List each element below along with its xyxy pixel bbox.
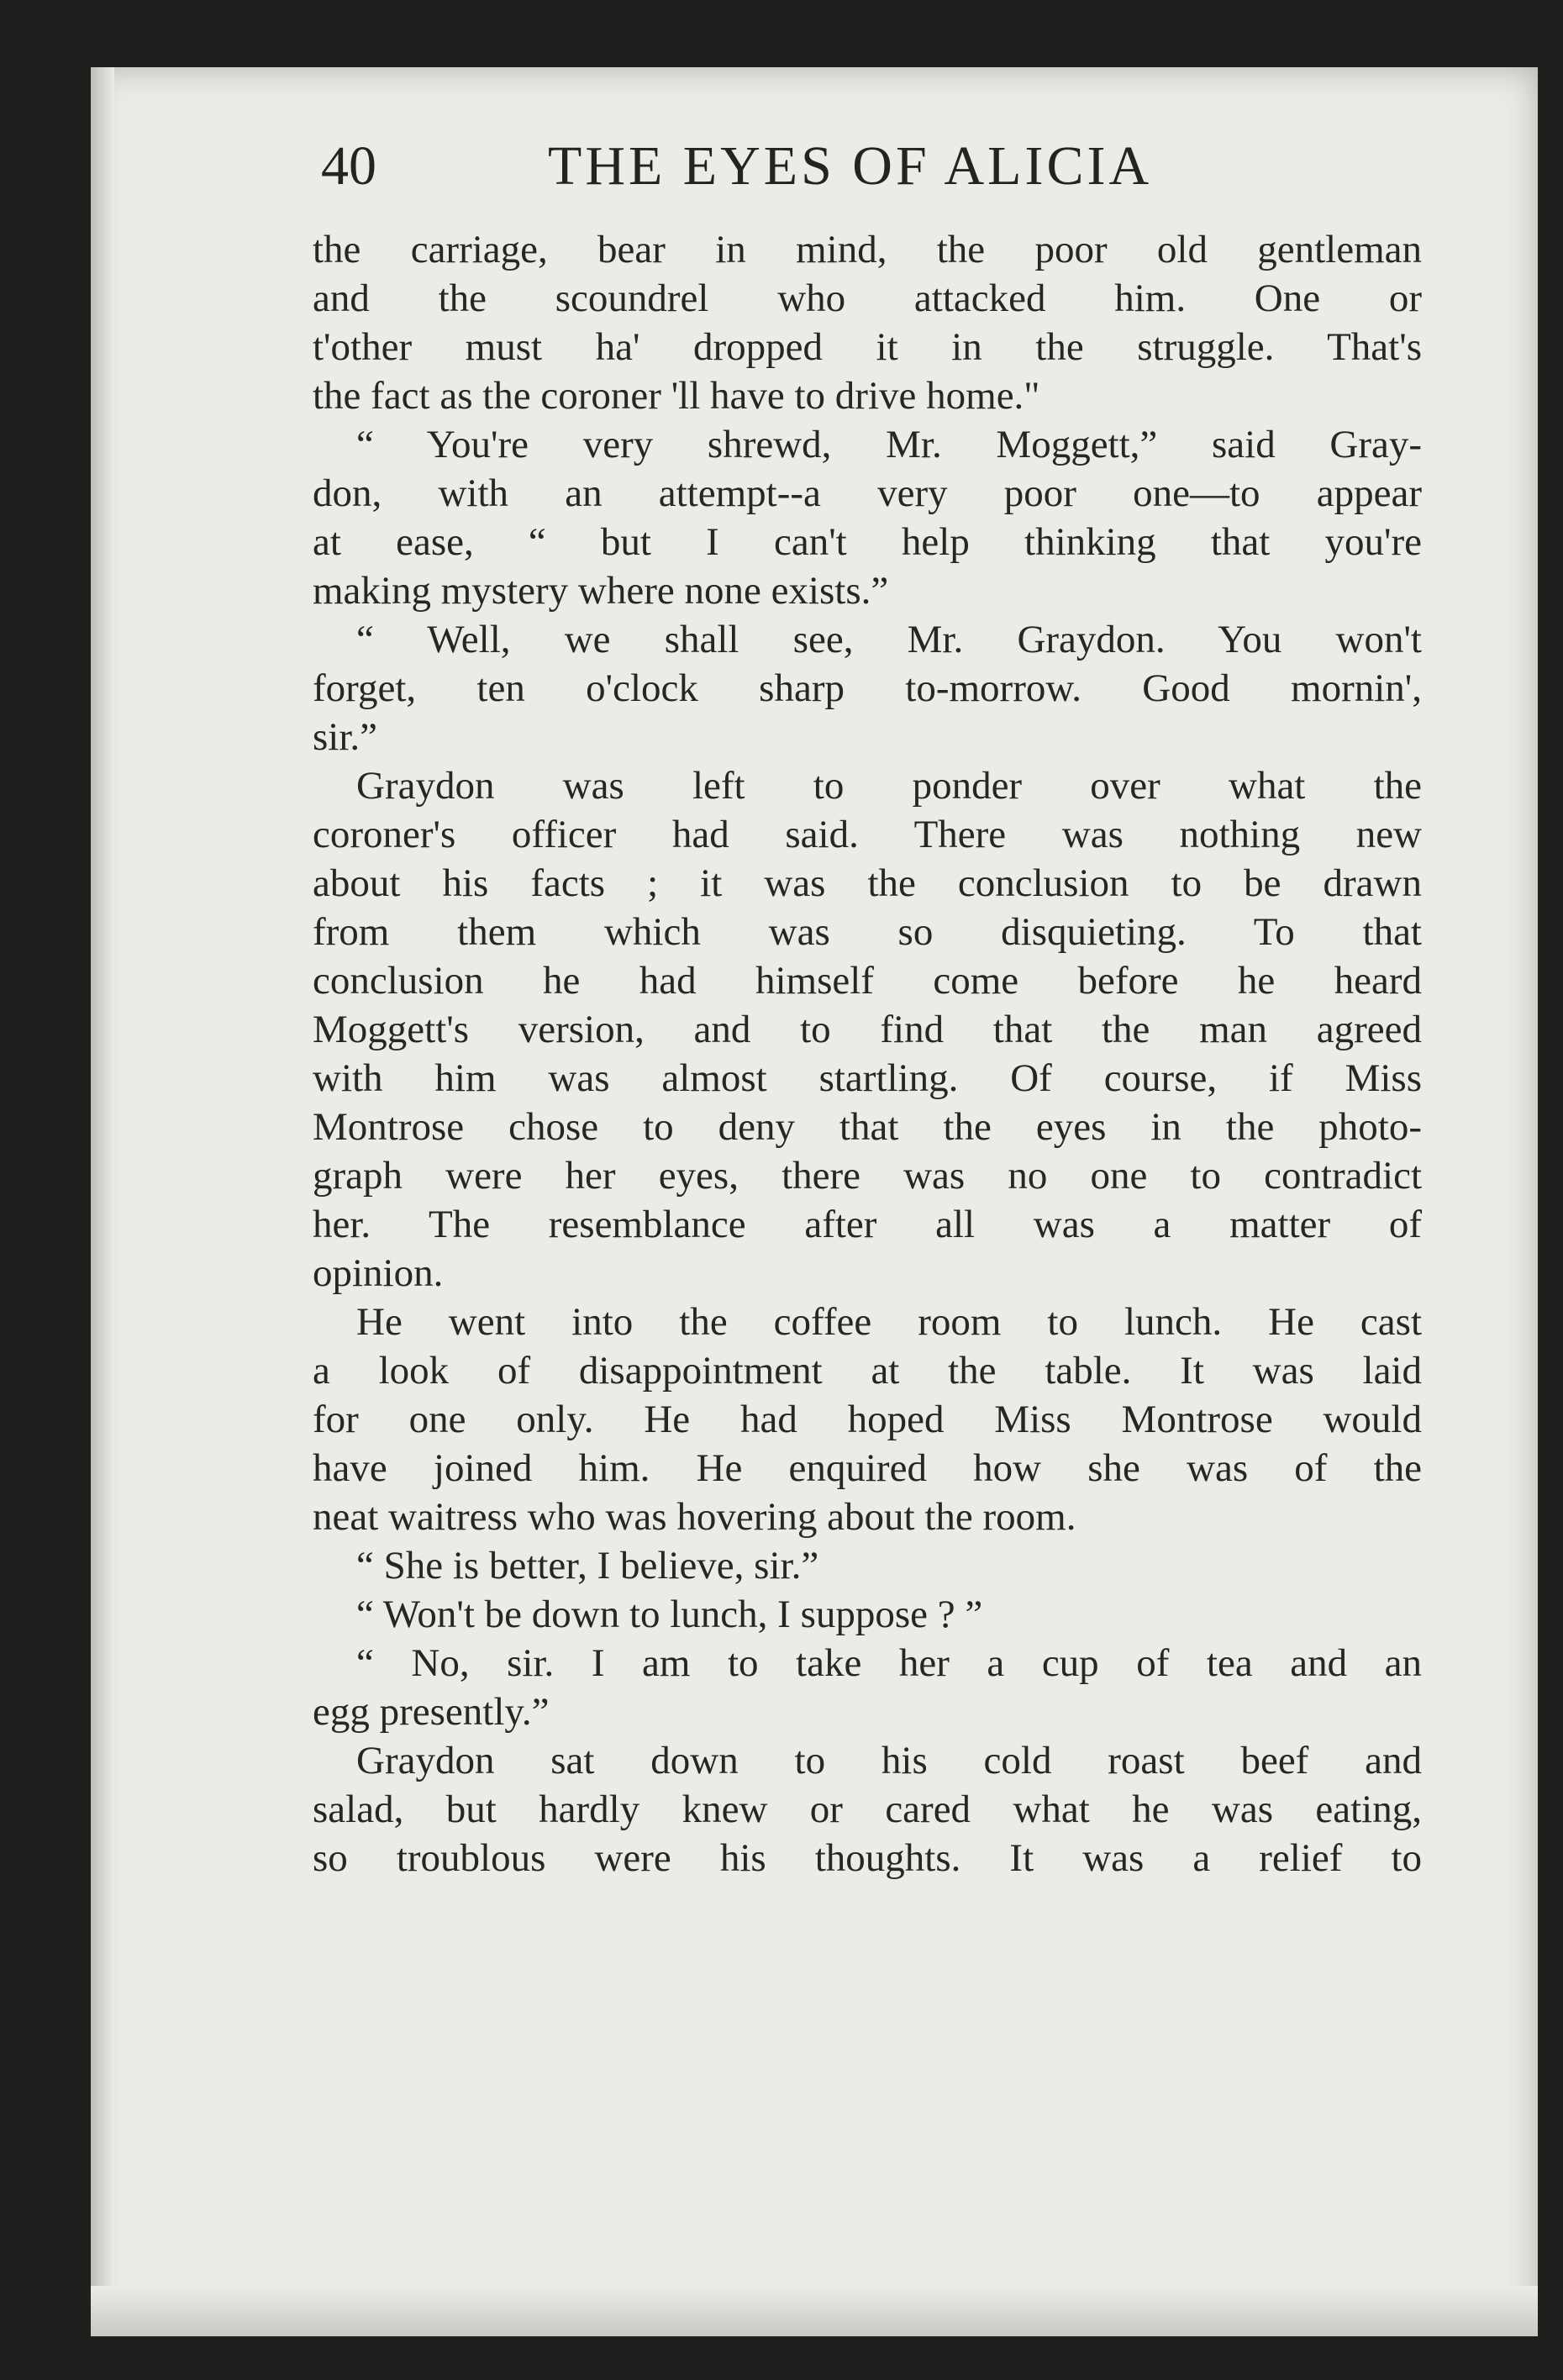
text-line: “ Well, we shall see, Mr. Graydon. You won't xyxy=(356,618,1422,661)
text-line: about his facts ; it was the conclusion to be drawn xyxy=(313,861,1422,905)
text-line: making mystery where none exists.” xyxy=(313,569,889,613)
text-line: egg presently.” xyxy=(313,1690,550,1734)
text-line: conclusion he had himself come before he heard xyxy=(313,959,1422,1003)
text-line: t'other must ha' dropped it in the struggle. That's xyxy=(313,325,1422,369)
text-line: “ Won't be down to lunch, I suppose ? ” xyxy=(356,1593,983,1636)
text-line: forget, ten o'clock sharp to-morrow. Good mornin', xyxy=(313,666,1422,710)
text-line: from them which was so disquieting. To that xyxy=(313,910,1422,954)
text-line: and the scoundrel who attacked him. One or xyxy=(313,276,1422,320)
text-line: “ You're very shrewd, Mr. Moggett,” said Gray- xyxy=(356,423,1422,466)
text-line: don, with an attempt--a very poor one—to appear xyxy=(313,471,1422,515)
text-line: Montrose chose to deny that the eyes in the photo- xyxy=(313,1105,1422,1149)
text-line: sir.” xyxy=(313,715,378,759)
text-line: so troublous were his thoughts. It was a relief to xyxy=(313,1836,1422,1880)
text-line: Moggett's version, and to find that the man agreed xyxy=(313,1008,1422,1051)
text-line: neat waitress who was hovering about the room. xyxy=(313,1495,1076,1539)
page-header xyxy=(321,124,1212,208)
text-line: at ease, “ but I can't help thinking that you're xyxy=(313,520,1422,564)
text-line: “ She is better, I believe, sir.” xyxy=(356,1544,819,1588)
text-line: salad, but hardly knew or cared what he was eating, xyxy=(313,1788,1422,1831)
text-line: Graydon was left to ponder over what the xyxy=(356,764,1422,808)
text-line: Graydon sat down to his cold roast beef and xyxy=(356,1739,1422,1782)
running-title: THE EYES OF ALICIA xyxy=(548,135,1153,197)
text-line: for one only. He had hoped Miss Montrose would xyxy=(313,1398,1422,1441)
text-line: He went into the coffee room to lunch. He cast xyxy=(356,1300,1422,1344)
text-line: her. The resemblance after all was a matter of xyxy=(313,1203,1422,1246)
text-line: with him was almost startling. Of course, if Miss xyxy=(313,1056,1422,1100)
text-line: graph were her eyes, there was no one to contradict xyxy=(313,1154,1422,1198)
text-line: the carriage, bear in mind, the poor old gentleman xyxy=(313,228,1422,271)
text-line: “ No, sir. I am to take her a cup of tea and an xyxy=(356,1641,1422,1685)
text-line: the fact as the coroner 'll have to drive home." xyxy=(313,374,1040,418)
text-line: coroner's officer had said. There was nothing new xyxy=(313,813,1422,856)
body-text xyxy=(313,225,1422,1882)
text-line: a look of disappointment at the table. It was laid xyxy=(313,1349,1422,1393)
page-number: 40 xyxy=(321,135,376,197)
text-line: opinion. xyxy=(313,1251,444,1295)
text-line: have joined him. He enquired how she was of the xyxy=(313,1446,1422,1490)
